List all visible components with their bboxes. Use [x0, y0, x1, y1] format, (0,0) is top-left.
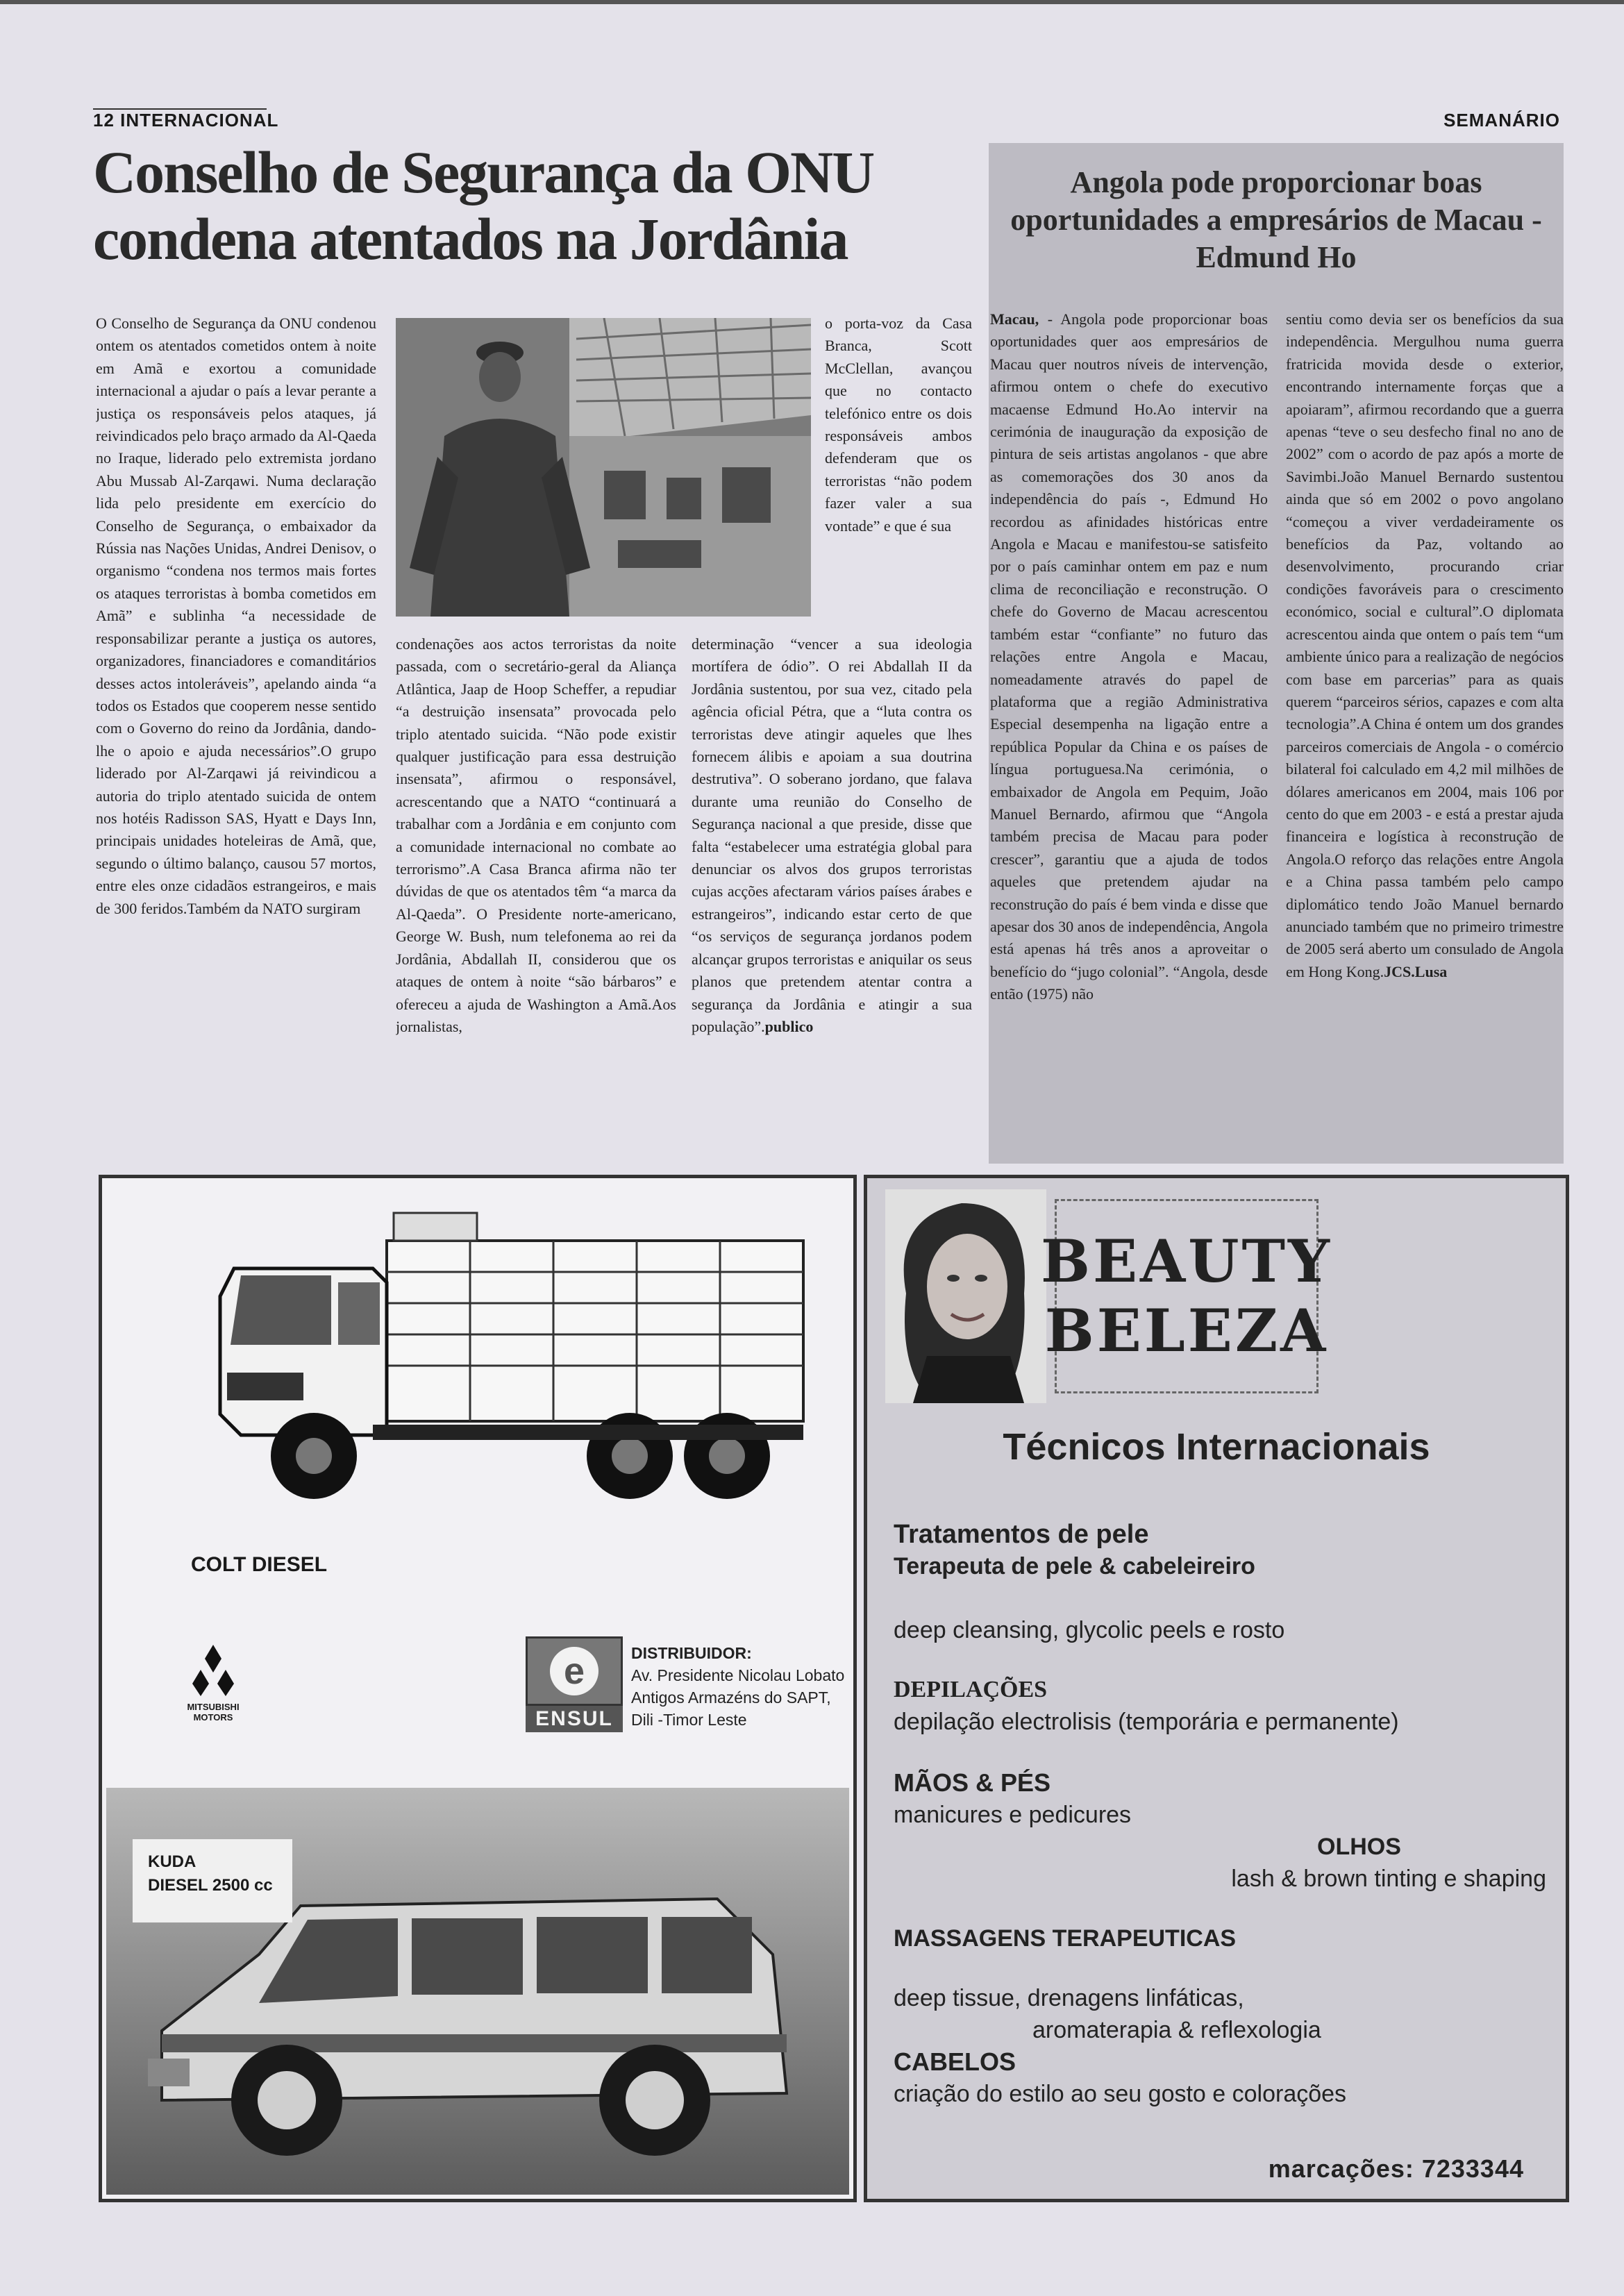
article-text: o porta-voz da Casa Branca, Scott McClellan, avançou que no contacto telefónico entre os dois responsáveis ambos defenderam que os terroristas “não podem fazer valer a sua vontade” e que é sua — [825, 315, 972, 535]
headline-line-1: Conselho de Segurança da ONU — [93, 139, 874, 206]
mitsubishi-diamonds-icon — [185, 1643, 241, 1699]
headline-line-2: condena atentados na Jordânia — [93, 206, 848, 272]
article-text: condenações aos actos terroristas da noite passada, com o secretário-geral da Aliança Atlântica, Jaap de Hoop Scheffer, a repudiar “a destruição insensata” provocada pelo triplo atentado suicida. “Não pode existir qualquer justificação para essa destruição insensata”, afirmou o responsável, acrescentando que a NATO “continuará a trabalhar com a Jordânia e em conjunto com a comunidade internacional no combate ao terrorismo”.A Casa Branca afirma não ter dúvidas de que os atentados têm “a marca da Al-Qaeda”. O Presidente norte-americano, George W. Bush, num telefonema ao rei da Jordânia, Abdallah II, considerou que os ataques de ontem à noite “são bárbaros” e ofereceu a ajuda de Washington a Amã.Aos jornalistas, — [396, 635, 676, 1035]
sidebar-text — [990, 308, 1268, 1006]
distributor-label: DISTRIBUIDOR: — [631, 1644, 752, 1662]
service-title-skin: Tratamentos de pele — [894, 1520, 1149, 1549]
ensul-logo — [526, 1636, 623, 1734]
beauty-services-list — [894, 1518, 1546, 2110]
article-text: O Conselho de Segurança da ONU condenou ontem os atentados cometidos ontem à noite em Amã e exortou a comunidade internacional a ajudar o país a levar perante a justiça os responsáveis pelos ataques, já reivindicados pelo braço armado da Al-Qaeda no Iraque, liderado pelo extremista jordano Abu Mussab Al-Zarqawi. Numa declaração lida pelo presidente em exercício do Conselho de Segurança, o embaixador da Rússia nas Nações Unidas, Andrei Denisov, o organismo “condena nos termos mais fortes os ataques terroristas à bomba cometidos em Amã” e sublinha “a necessidade de responsabilizar perante a justiça os autores, organizadores, financiadores e comanditários desses actos intoleráveis”, apelando ainda “a todos os Estados que cooperem nesse sentido com o Governo do reino da Jordânia, dando-lhe o apoio e ajuda necessários”.O grupo liderado por Al-Zarqawi já reivindicou a autoria do triplo atentado suicida de ontem nos hotéis Radisson SAS, Hyatt e Days Inn, principais unidades hoteleiras de Amã, que, segundo o último balanço, causou 57 mortos, entre eles onze cidadãos estrangeiros, e mais de 300 feridos.Também da NATO surgiram — [96, 315, 376, 917]
article-text — [692, 633, 972, 1038]
article-column-3 — [692, 633, 972, 1171]
article-text-span: determinação “vencer a sua ideologia mortífera de ódio”. O rei Abdallah II da Jordânia sustentou, por sua vez, citado pela agência oficial Pétra, que a “luta contra os terroristas deve atingir aqueles que lhes fornecem álibis e apoiam a sua doutrina destrutiva”. O soberano jordano, que falava durante uma reunião do Conselho de Segurança nacional a que preside, disse que falta “estabelecer uma estratégia global para denunciar os alvos dos grupos terroristas cujas acções afectaram vários países árabes e estrangeiros”, indicando estar certo de que “os serviços de segurança jordanos podem alcançar grupos terroristas e aniquilar os seus planos que pretendem atentar contra a segurança da Jordânia e atingir a sua população”. — [692, 635, 972, 1035]
article-column-2 — [396, 633, 676, 1171]
article-credit: publico — [764, 1017, 814, 1035]
car-model-line-1: KUDA — [148, 1852, 196, 1871]
car-photo-panel — [106, 1788, 849, 2195]
service-title-eyes: OLHOS — [1317, 1834, 1401, 1860]
ensul-e-letter: e — [550, 1647, 598, 1695]
service-item-hair: criação do estilo ao seu gosto e colorações — [894, 2081, 1347, 2107]
beauty-advertisement — [864, 1175, 1569, 2202]
sidebar-text-span: sentiu como devia ser os benefícios da sua independência. Mergulhou numa guerra fratricida movida desde o exterior, encontrando internamente forças que a apoiaram”, afirmou recordando que a guerra apenas “teve o seu desfecho final no ano de 2002” com o acordo de paz após a morte de Savimbi.João Manuel Bernardo sustentou ainda que só em 2002 o povo angolano “começou a viver verdadeiramente os benefícios da Paz, voltando ao desenvolvimento, procurando criar condições favoráveis para o crescimento económico, social e cultural”.O diplomata acrescentou ainda que ontem o país tem “um ambiente único para a realização de negócios com base em parcerias” para as quais querem “parceiros sérios, capazes e com alta tecnologia”.A China é ontem um dos grandes parceiros comerciais de Angola - o comércio bilateral foi calculado em 4,2 mil milhões de dólares americanos em 2004, mais 106 por cento do que em 2003 - e está a prestar ajuda financeira e logística à reconstrução de Angola.O reforço das relações entre Angola e a China passa também pelo campo diplomático tendo João Manuel bernardo anunciado também que no primeiro trimestre de 2005 será aberto um consulado de Angola em Hong Kong. — [1286, 310, 1564, 980]
truck-model-label: COLT DIESEL — [191, 1553, 328, 1576]
service-item-massage-2: aromaterapia & reflexologia — [1032, 2017, 1321, 2043]
service-title-hair: CABELOS — [894, 2047, 1016, 2076]
service-item-massage-1: deep tissue, drenagens linfáticas, — [894, 1985, 1244, 2011]
sidebar-column-2 — [1286, 308, 1564, 1164]
car-model-line-2: DIESEL 2500 cc — [148, 1876, 273, 1895]
sidebar-text-span: - Angola pode proporcionar boas oportunidades quer aos empresários de Macau quer noutros níveis de intervenção, afirmou ontem o chefe do executivo macaense Edmund Ho.Ao intervir na cerimónia de inauguração da exposição de pintura de seis artistas angolanos - que abre as comemorações dos 30 anos da independência do país -, Edmund Ho recordou as afinidades históricas entre Angola e Macau e manifestou-se satisfeito por o país caminhar ontem em paz e num clima de reconciliação e reconstrução. O chefe do Governo de Macau acrescentou também estar “confiante” no futuro das relações entre Angola e Macau, nomeadamente através do papel de plataforma que a região Administrativa Especial desempenha na ligação entre a república Popular da China e os países de língua portuguesa.Na cerimónia, o embaixador de Angola em Pequim, João Manuel Bernardo, afirmou que “Angola também precisa de Macau para poder crescer”, garantiu que a ajuda de todos aqueles que pretendem ajudar na reconstrução do país é bem vinda e disse que apesar dos 30 anos de independência, Angola está apenas há três anos a aproveitar o benefício do “jugo colonial”. “Angola, desde então (1975) não — [990, 310, 1268, 1003]
newspaper-name: SEMANÁRIO — [1443, 110, 1560, 131]
service-title-hair-removal: DEPILAÇÕES — [894, 1677, 1048, 1702]
mitsubishi-motors-text: MITSUBISHI MOTORS — [187, 1702, 240, 1723]
sidebar-text — [1286, 308, 1564, 983]
service-item-eyes: lash & brown tinting e shaping — [1231, 1866, 1546, 1892]
sidebar-dateline: Macau, — [990, 310, 1039, 328]
car-model-label — [133, 1839, 292, 1922]
model-portrait — [885, 1189, 1046, 1403]
article-column-3-top — [825, 312, 972, 633]
service-item-skin: deep cleansing, glycolic peels e rosto — [894, 1617, 1285, 1643]
sidebar-credit: JCS.Lusa — [1384, 962, 1448, 980]
sidebar-headline: Angola pode proporcionar boas oportunidades a empresários de Macau - Edmund Ho — [1010, 165, 1542, 274]
mitsubishi-logo — [178, 1643, 248, 1723]
page-top-border — [0, 0, 1624, 4]
distributor-address-3: Dili -Timor Leste — [631, 1711, 747, 1729]
distributor-address-2: Antigos Armazéns do SAPT, — [631, 1689, 831, 1707]
service-title-massage: MASSAGENS TERAPEUTICAS — [894, 1925, 1237, 1952]
truck-badge: MITSUBISHI — [276, 1357, 340, 1368]
logo-beauty: BEAUTY — [1041, 1227, 1332, 1296]
woman-portrait-illustration — [885, 1189, 1046, 1403]
booking-contact: marcações: 7233344 — [1268, 2154, 1524, 2183]
service-subtitle-skin: Terapeuta de pele & cabeleireiro — [894, 1553, 1255, 1579]
distributor-info — [631, 1642, 844, 1731]
article-column-1 — [96, 312, 376, 1171]
truck-illustration — [165, 1206, 838, 1511]
section-label: 12 INTERNACIONAL — [93, 110, 279, 131]
service-item-hair-removal: depilação electrolisis (temporária e permanente) — [894, 1709, 1399, 1735]
distributor-address-1: Av. Presidente Nicolau Lobato — [631, 1666, 845, 1684]
beauty-logo — [1041, 1199, 1332, 1393]
article-headline — [93, 139, 975, 272]
soldier-photo — [396, 318, 811, 617]
ensul-name: ENSUL — [526, 1706, 623, 1732]
vehicle-advertisement — [99, 1175, 857, 2202]
service-title-hands-feet: MÃOS & PÉS — [894, 1768, 1051, 1797]
service-item-hands-feet: manicures e pedicures — [894, 1802, 1132, 1828]
news-photo — [396, 318, 811, 617]
sidebar-column-1 — [990, 308, 1268, 1164]
beauty-ad-title: Técnicos Internacionais — [1003, 1426, 1430, 1468]
logo-beleza: BELEZA — [1044, 1296, 1329, 1365]
